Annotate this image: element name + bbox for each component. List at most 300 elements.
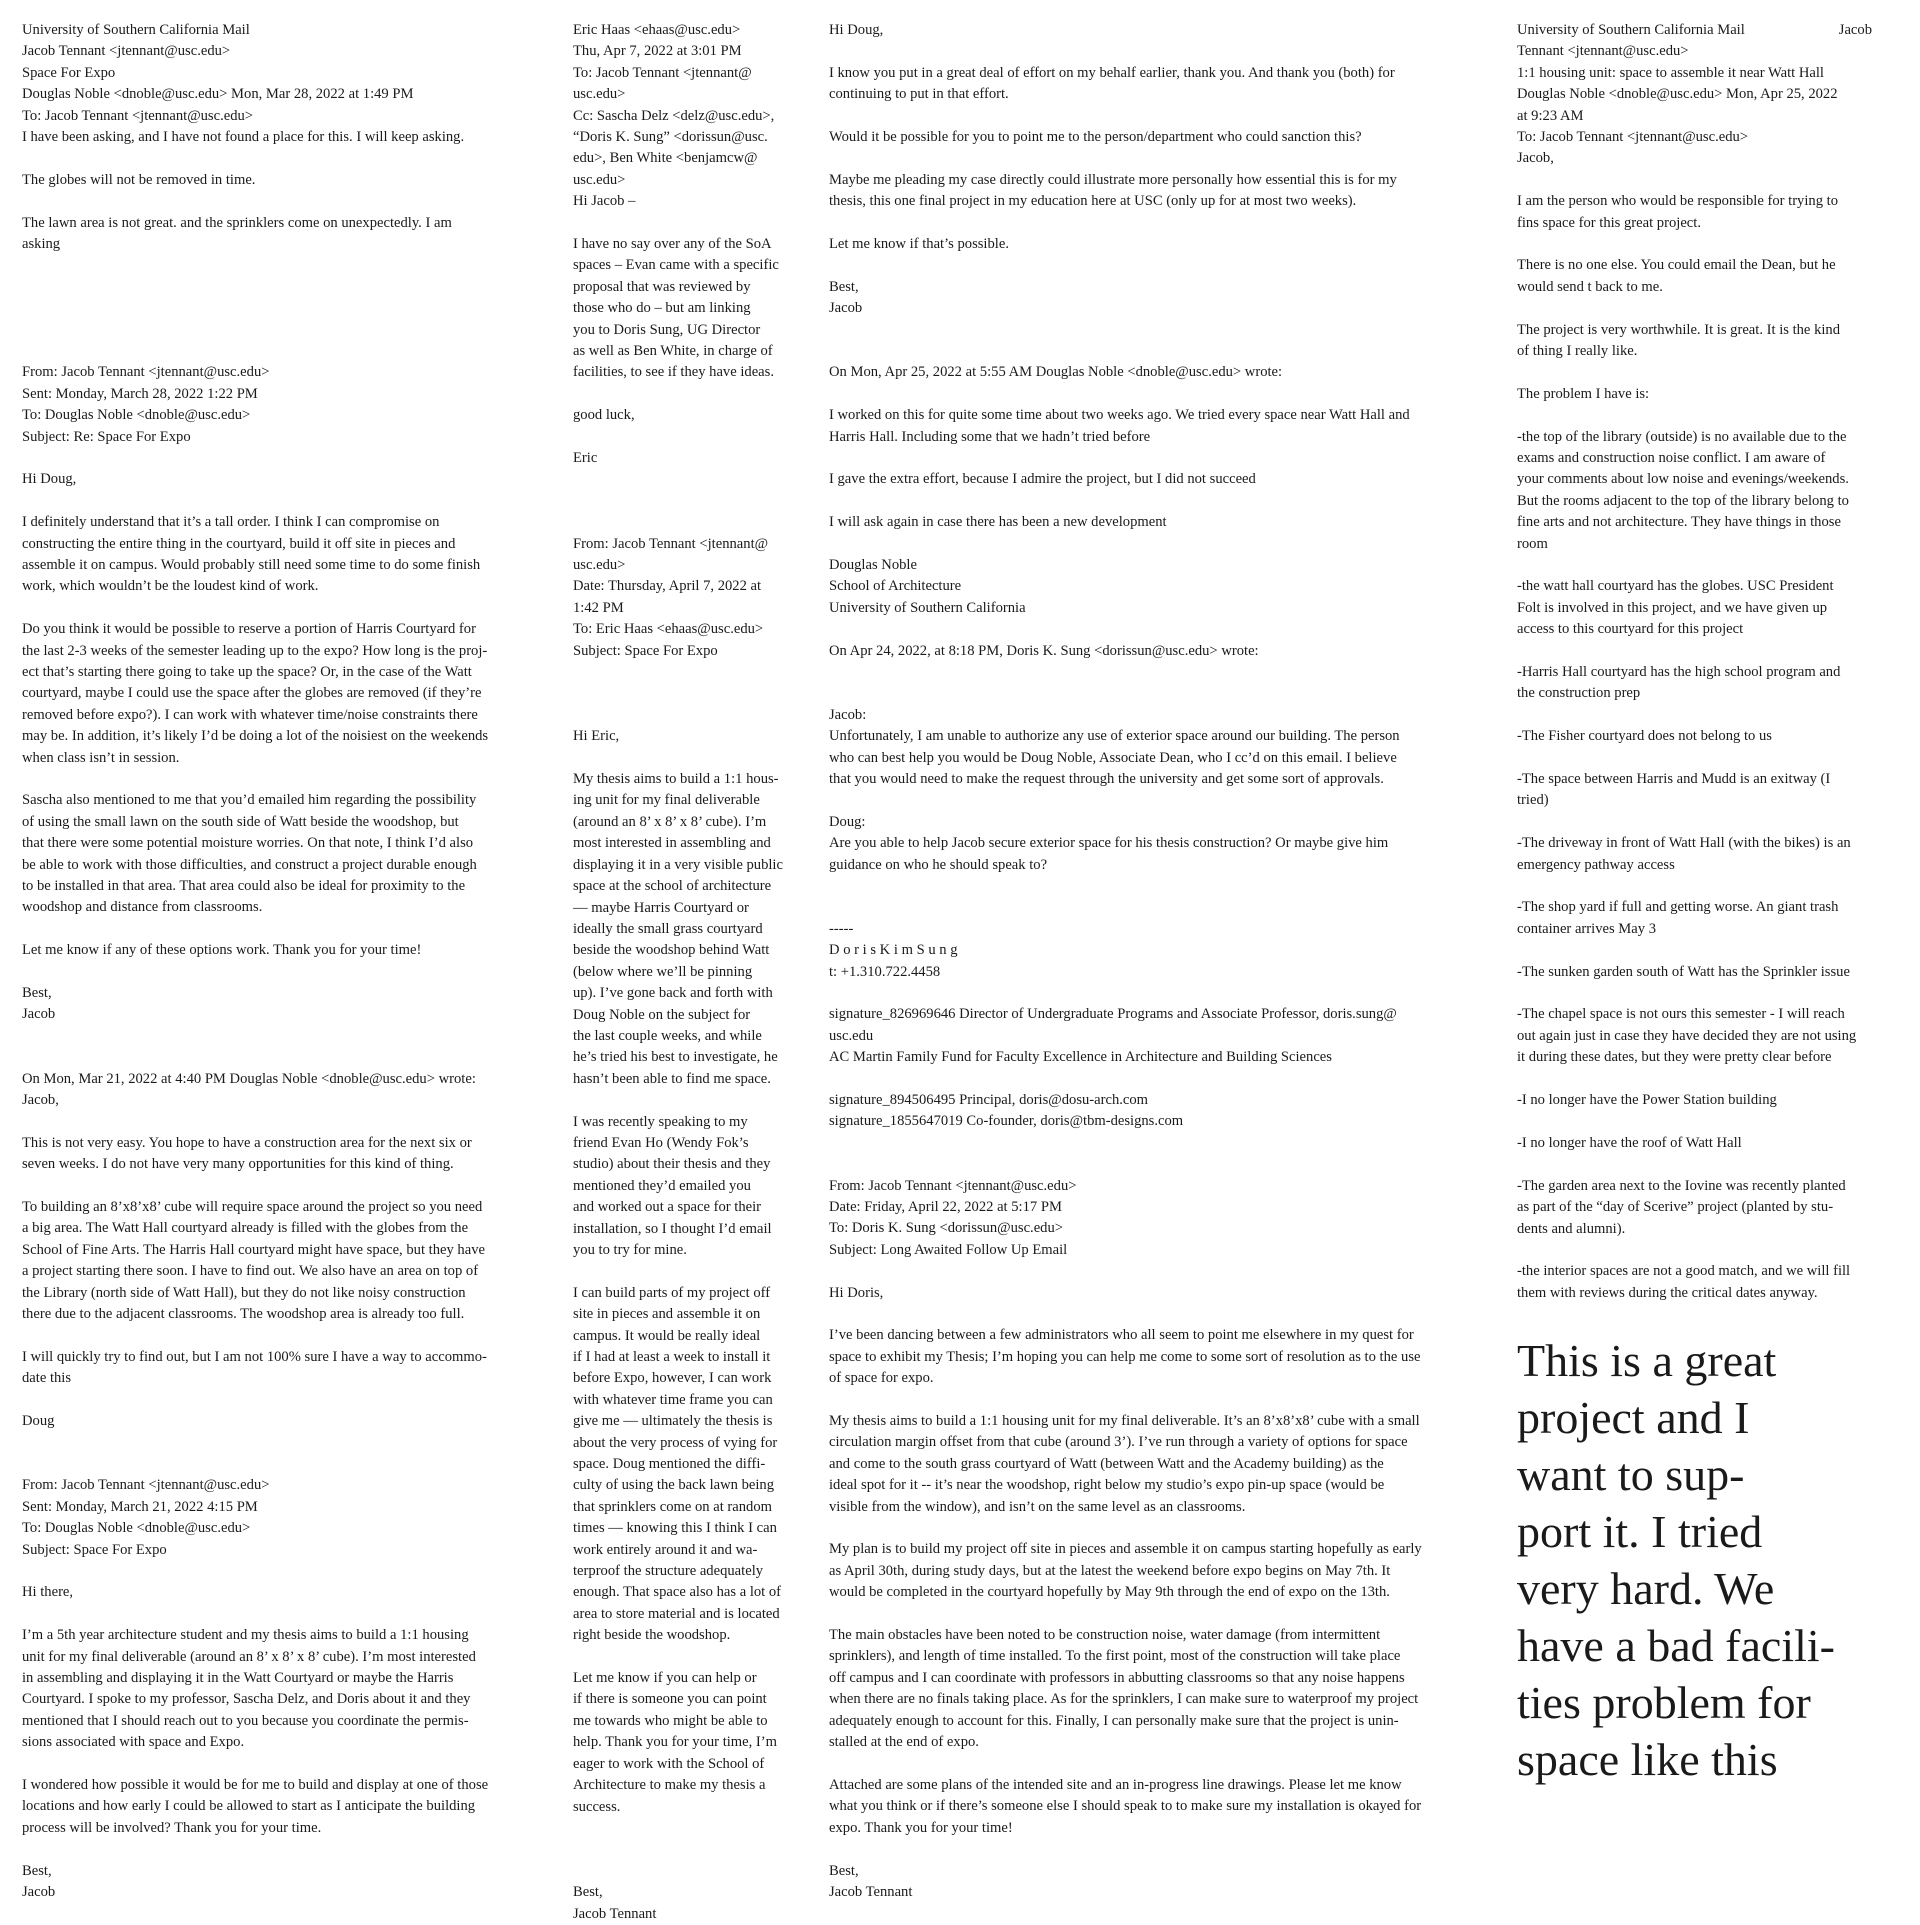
text-line: stalled at the end of expo. — [829, 1734, 979, 1751]
text-line: On Mon, Mar 21, 2022 at 4:40 PM Douglas Noble <dnoble@usc.edu> wrote: — [22, 1070, 476, 1087]
text-line: ideally the small grass courtyard — [573, 920, 763, 937]
blank-line — [1517, 362, 1902, 383]
text-line: space like this — [1517, 1734, 1778, 1786]
text-line: University of Southern California — [829, 599, 1026, 616]
blank-line — [1517, 555, 1902, 576]
email-thread-column-1 — [22, 20, 557, 1903]
text-line: I have been asking, and I have not found a place for this. I will keep asking. — [22, 129, 465, 146]
text-line: I wondered how possible it would be for me to build and display at one of those — [22, 1776, 489, 1793]
text-line: Subject: Space For Expo — [22, 1541, 167, 1558]
blank-line — [829, 683, 1499, 704]
text-line: Sent: Monday, March 28, 2022 1:22 PM — [22, 385, 258, 402]
text-line: emergency pathway access — [1517, 856, 1675, 873]
text-line: On Mon, Apr 25, 2022 at 5:55 AM Douglas Noble <dnoble@usc.edu> wrote: — [829, 364, 1283, 381]
text-line: you to try for mine. — [573, 1241, 687, 1258]
text-line: Douglas Noble <dnoble@usc.edu> Mon, Apr 25, 2022 — [1517, 86, 1838, 103]
blank-line — [573, 1647, 808, 1668]
blank-line — [829, 491, 1499, 512]
text-line: site in pieces and assemble it on — [573, 1306, 761, 1323]
text-line: Do you think it would be possible to reserve a portion of Harris Courtyard for — [22, 621, 476, 638]
blank-line — [829, 1154, 1499, 1175]
text-line: in assembling and displaying it in the Watt Courtyard or maybe the Harris — [22, 1669, 454, 1686]
text-line: t: +1.310.722.4458 — [829, 963, 941, 980]
text-line: Doug: — [829, 813, 866, 830]
text-line: want to sup- — [1517, 1449, 1745, 1501]
blank-line — [573, 1839, 808, 1860]
text-line: Douglas Noble <dnoble@usc.edu> Mon, Mar 28, 2022 at 1:49 PM — [22, 86, 414, 103]
text-line: 1:42 PM — [573, 599, 624, 616]
email-thread-column-2 — [573, 20, 808, 1925]
text-line: Folt is involved in this project, and we have given up — [1517, 599, 1828, 616]
text-line: Tennant <jtennant@usc.edu> — [1517, 43, 1689, 60]
text-line: space. Doug mentioned the diffi- — [573, 1456, 766, 1473]
text-line: fine arts and not architecture. They have things in those — [1517, 514, 1841, 531]
text-line: Space For Expo — [22, 64, 116, 81]
blank-line — [22, 1754, 557, 1775]
text-line: area to store material and is located — [573, 1605, 780, 1622]
recipient-name: Jacob — [1838, 22, 1872, 38]
blank-line — [829, 1261, 1499, 1282]
blank-line — [829, 148, 1499, 169]
text-line: I have no say over any of the SoA — [573, 236, 772, 253]
text-line: Eric Haas <ehaas@usc.edu> — [573, 22, 741, 38]
text-line: right beside the woodshop. — [573, 1627, 731, 1644]
blank-line — [1517, 748, 1902, 769]
text-line: Doug Noble on the subject for — [573, 1006, 751, 1023]
text-line: if there is someone you can point — [573, 1691, 767, 1708]
blank-line — [573, 662, 808, 683]
text-line: To: Doris K. Sung <dorissun@usc.edu> — [829, 1220, 1063, 1237]
text-line: a big area. The Watt Hall courtyard already is filled with the globes from the — [22, 1220, 469, 1237]
blank-line — [829, 320, 1499, 341]
text-line: port it. I tried — [1517, 1506, 1763, 1558]
text-line: the last couple weeks, and while — [573, 1027, 762, 1044]
text-line: be able to work with those difficulties, and construct a project durable enough — [22, 856, 477, 873]
blank-line — [829, 619, 1499, 640]
text-line: project and I — [1517, 1392, 1750, 1444]
text-line: if I had at least a week to install it — [573, 1349, 771, 1365]
blank-line — [829, 384, 1499, 405]
text-line: success. — [573, 1798, 621, 1815]
text-line: Douglas Noble — [829, 556, 917, 573]
blank-line — [22, 1026, 557, 1047]
text-line: 1:1 housing unit: space to assemble it near Watt Hall — [1517, 64, 1824, 81]
text-line: Harris Hall. Including some that we hadn’t tried before — [829, 428, 1151, 445]
blank-line — [829, 106, 1499, 127]
text-line: Unfortunately, I am unable to authorize any use of exterior space around our building. The person — [829, 728, 1400, 745]
text-line: Let me know if you can help or — [573, 1670, 757, 1687]
email-thread-column-3 — [829, 20, 1499, 1903]
blank-line — [22, 277, 557, 298]
text-line: enough. That space also has a lot of — [573, 1584, 782, 1601]
blank-line — [829, 897, 1499, 918]
text-line: Jacob: — [829, 706, 867, 723]
blank-line — [22, 491, 557, 512]
text-line: tried) — [1517, 792, 1549, 809]
text-line: woodshop and distance from classrooms. — [22, 899, 263, 916]
text-line: beside the woodshop behind Watt — [573, 942, 770, 959]
text-line: at 9:23 AM — [1517, 107, 1584, 124]
text-line: displaying it in a very visible public — [573, 856, 783, 873]
blank-line — [829, 1390, 1499, 1411]
blank-line — [1517, 812, 1902, 833]
text-line: Jacob Tennant — [829, 1883, 913, 1900]
text-line: guidance on who he should speak to? — [829, 856, 1048, 873]
text-line: Architecture to make my thesis a — [573, 1777, 766, 1794]
text-line: the Library (north side of Watt Hall), but they do not like noisy construction — [22, 1284, 466, 1301]
text-line: usc.edu — [829, 1027, 874, 1044]
text-line: -The space between Harris and Mudd is an exitway (I — [1517, 771, 1831, 788]
blank-line — [829, 1304, 1499, 1325]
blank-line — [829, 1839, 1499, 1860]
blank-line — [1517, 1112, 1902, 1133]
text-line: exams and construction noise conflict. I am aware of — [1517, 450, 1826, 467]
text-line: Best, — [22, 985, 52, 1002]
blank-line — [22, 148, 557, 169]
text-line: me towards who might be able to — [573, 1712, 768, 1729]
blank-line — [1517, 298, 1902, 319]
blank-line — [573, 1818, 808, 1839]
text-line: Eric — [573, 450, 598, 467]
blank-line — [1517, 705, 1902, 726]
text-line: Jacob, — [22, 1092, 59, 1109]
blank-line — [22, 191, 557, 212]
text-line: ----- — [829, 920, 854, 937]
blank-line — [829, 1133, 1499, 1154]
text-line: Hi Eric, — [573, 728, 620, 745]
text-line: container arrives May 3 — [1517, 920, 1656, 937]
text-line: signature_826969646 Director of Undergraduate Programs and Associate Professor, doris.sung@ — [829, 1006, 1397, 1023]
text-line: From: Jacob Tennant <jtennant@ — [573, 535, 769, 552]
blank-line — [22, 1176, 557, 1197]
email-body — [1517, 41, 1902, 1304]
text-line: eager to work with the School of — [573, 1755, 765, 1772]
text-line: Doug — [22, 1413, 55, 1430]
text-line: adequately enough to account for this. Finally, I can personally make sure that the project is unin- — [829, 1712, 1399, 1729]
text-line: From: Jacob Tennant <jtennant@usc.edu> — [22, 364, 270, 381]
text-line: Jacob, — [1517, 150, 1554, 167]
blank-line — [829, 662, 1499, 683]
blank-line — [573, 213, 808, 234]
text-line: D o r i s K i m S u n g — [829, 942, 958, 959]
blank-line — [22, 1047, 557, 1068]
blank-line — [829, 876, 1499, 897]
blank-line — [22, 769, 557, 790]
blank-line — [22, 1390, 557, 1411]
text-line: when there are no finals taking place. As for the sprinklers, I can make sure to waterproof my project — [829, 1691, 1419, 1708]
text-line: Hi there, — [22, 1584, 74, 1601]
text-line: campus. It would be really ideal — [573, 1327, 761, 1344]
text-line: Date: Thursday, April 7, 2022 at — [573, 578, 762, 595]
text-line: out again just in case they have decided they are not using — [1517, 1027, 1857, 1044]
text-line: and worked out a space for their — [573, 1199, 762, 1216]
blank-line — [1517, 983, 1902, 1004]
blank-line — [22, 598, 557, 619]
text-line: Best, — [829, 1862, 859, 1879]
blank-line — [573, 748, 808, 769]
text-line: -I no longer have the Power Station building — [1517, 1092, 1777, 1109]
text-line: up). I’ve gone back and forth with — [573, 985, 773, 1002]
text-line: Subject: Space For Expo — [573, 642, 718, 659]
text-line: My thesis aims to build a 1:1 housing unit for my final deliverable. It’s an 8’x8’x8’ cube with a small — [829, 1413, 1420, 1430]
text-line: Hi Jacob – — [573, 193, 636, 210]
text-line: that there were some potential moisture worries. On that note, I think I’d also — [22, 835, 474, 852]
text-line: that sprinklers come on at random — [573, 1498, 772, 1515]
text-line: as well as Ben White, in charge of — [573, 343, 773, 360]
blank-line — [573, 1090, 808, 1111]
text-line: he’s tried his best to investigate, he — [573, 1049, 778, 1066]
text-line: I’m a 5th year architecture student and my thesis aims to build a 1:1 housing — [22, 1627, 469, 1644]
blank-line — [22, 448, 557, 469]
text-line: Jacob — [22, 1006, 56, 1023]
text-line: hasn’t been able to find me space. — [573, 1070, 771, 1087]
text-line: usc.edu> — [573, 86, 626, 103]
text-line: The problem I have is: — [1517, 385, 1650, 402]
text-line: edu>, Ben White <benjamcw@ — [573, 150, 758, 167]
text-line: To: Eric Haas <ehaas@usc.edu> — [573, 621, 764, 638]
blank-line — [573, 491, 808, 512]
blank-line — [573, 469, 808, 490]
text-line: ing unit for my final deliverable — [573, 792, 760, 809]
blank-line — [829, 341, 1499, 362]
text-line: studio) about their thesis and they — [573, 1156, 771, 1173]
blank-line — [22, 962, 557, 983]
blank-line — [1517, 1154, 1902, 1175]
mail-title: University of Southern California Mail — [1517, 22, 1745, 38]
text-line: date this — [22, 1370, 72, 1387]
text-line: School of Architecture — [829, 578, 962, 595]
blank-line — [829, 41, 1499, 62]
text-line: give me — ultimately the thesis is — [573, 1413, 773, 1430]
blank-line — [829, 1518, 1499, 1539]
text-line: Jacob Tennant <jtennant@usc.edu> — [22, 43, 231, 60]
blank-line — [22, 1454, 557, 1475]
blank-line — [829, 1754, 1499, 1775]
text-line: My plan is to build my project off site in pieces and assemble it on campus starting hopefully as early — [829, 1541, 1422, 1558]
text-line: Would it be possible for you to point me to the person/department who could sanction this? — [829, 129, 1362, 145]
text-line: I know you put in a great deal of effort on my behalf earlier, thank you. And thank you (both) for — [829, 64, 1395, 81]
text-line: To: Jacob Tennant <jtennant@usc.edu> — [1517, 129, 1749, 146]
text-line: would be completed in the courtyard hopefully by May 9th through the end of expo on the 13th. — [829, 1584, 1390, 1601]
text-line: good luck, — [573, 407, 635, 424]
text-line: I worked on this for quite some time about two weeks ago. We tried every space near Watt Hall and — [829, 407, 1410, 424]
text-line: Hi Doris, — [829, 1284, 884, 1301]
text-line: mentioned that I should reach out to you because you coordinate the permis- — [22, 1712, 469, 1729]
email-thread-column-4 — [1517, 20, 1902, 1788]
text-line: Jacob — [22, 1883, 56, 1900]
text-line: sions associated with space and Expo. — [22, 1734, 245, 1751]
text-line: Subject: Long Awaited Follow Up Email — [829, 1241, 1068, 1258]
blank-line — [1517, 641, 1902, 662]
text-line: expo. Thank you for your time! — [829, 1819, 1013, 1836]
mail-header-row — [1517, 20, 1902, 41]
text-line: I was recently speaking to my — [573, 1113, 748, 1130]
text-line: proposal that was reviewed by — [573, 278, 751, 295]
text-line: those who do – but am linking — [573, 300, 751, 317]
text-line: may be. In addition, it’s likely I’d be doing a lot of the noisiest on the weekends — [22, 728, 489, 745]
text-line: -the interior spaces are not a good match, and we will fill — [1517, 1263, 1851, 1280]
text-line: off campus and I can coordinate with professors in abbutting classrooms so that any noise happens — [829, 1669, 1405, 1686]
text-line: constructing the entire thing in the courtyard, build it off site in pieces and — [22, 535, 456, 552]
text-line: that you would need to make the request through the university and get some sort of approvals. — [829, 771, 1384, 787]
text-line: Subject: Re: Space For Expo — [22, 428, 191, 445]
text-line: Sent: Monday, March 21, 2022 4:15 PM — [22, 1498, 258, 1515]
text-line: Courtyard. I spoke to my professor, Sascha Delz, and Doris about it and they — [22, 1691, 471, 1708]
text-line: locations and how early I could be allowed to start as I anticipate the building — [22, 1798, 476, 1815]
text-line: Are you able to help Jacob secure exterior space for his thesis construction? Or maybe give him — [829, 835, 1389, 852]
text-line: Let me know if that’s possible. — [829, 236, 1009, 252]
text-line: signature_1855647019 Co-founder, doris@tbm-designs.com — [829, 1113, 1184, 1130]
blank-line — [22, 341, 557, 362]
text-line: -Harris Hall courtyard has the high school program and — [1517, 664, 1841, 681]
text-line: process will be involved? Thank you for your time. — [22, 1819, 322, 1836]
text-line: to be installed in that area. That area could also be ideal for proximity to the — [22, 878, 466, 895]
blank-line — [829, 213, 1499, 234]
blank-line — [22, 255, 557, 276]
text-line: the last 2-3 weeks of the semester leading up to the expo? How long is the proj- — [22, 642, 488, 659]
text-line: there due to the adjacent classrooms. The woodshop area is already too full. — [22, 1306, 465, 1323]
text-line: access to this courtyard for this project — [1517, 621, 1744, 638]
text-line: visible from the window), and isn’t on the same level as an classrooms. — [829, 1498, 1246, 1515]
blank-line — [573, 1261, 808, 1282]
text-line: -The shop yard if full and getting worse. An giant trash — [1517, 899, 1839, 916]
text-line: This is not very easy. You hope to have a construction area for the next six or — [22, 1134, 472, 1151]
text-line: Hi Doug, — [829, 22, 884, 38]
blank-line — [22, 1561, 557, 1582]
text-line: when class isn’t in session. — [22, 749, 180, 766]
text-line: Date: Friday, April 22, 2022 at 5:17 PM — [829, 1199, 1062, 1216]
text-line: Sascha also mentioned to me that you’d emailed him regarding the possibility — [22, 792, 477, 809]
text-line: ideal spot for it -- it’s near the woodshop, right below my studio’s expo pin-up space (would be — [829, 1477, 1385, 1494]
blank-line — [829, 790, 1499, 811]
text-line: This is a great — [1517, 1335, 1777, 1387]
pull-quote — [1517, 1332, 1902, 1788]
text-line: -the watt hall courtyard has the globes. USC President — [1517, 578, 1834, 595]
blank-line — [1517, 1240, 1902, 1261]
blank-line — [22, 1433, 557, 1454]
text-line: assemble it on campus. Would probably still need some time to do some finish — [22, 557, 481, 574]
text-line: space at the school of architecture — [573, 878, 772, 895]
text-line: I can build parts of my project off — [573, 1284, 771, 1301]
text-line: removed before expo?). I can work with whatever time/noise constraints there — [22, 706, 478, 723]
text-line: “Doris K. Sung” <dorissun@usc. — [573, 129, 768, 146]
text-line: The lawn area is not great. and the sprinklers come on unexpectedly. I am — [22, 214, 452, 231]
blank-line — [573, 683, 808, 704]
text-line: of using the small lawn on the south side of Watt beside the woodshop, but — [22, 813, 459, 830]
text-line: a project starting there soon. I have to find out. We also have an area on top of — [22, 1263, 479, 1280]
text-line: very hard. We — [1517, 1563, 1775, 1615]
text-line: Let me know if any of these options work. Thank you for your time! — [22, 942, 422, 959]
text-line: room — [1517, 535, 1548, 552]
text-line: culty of using the back lawn being — [573, 1477, 775, 1494]
text-line: ect that’s starting there going to take up the space? Or, in the case of the Watt — [22, 664, 472, 681]
text-line: and come to the south grass courtyard of Watt (between Watt and the Academy building) as the — [829, 1455, 1384, 1472]
text-line: My thesis aims to build a 1:1 hous- — [573, 771, 779, 788]
blank-line — [573, 705, 808, 726]
text-line: The globes will not be removed in time. — [22, 171, 256, 188]
text-line: I gave the extra effort, because I admire the project, but I did not succeed — [829, 471, 1256, 488]
text-line: space to exhibit my Thesis; I’m hoping you can help me come to some sort of resolution as to the use — [829, 1348, 1421, 1365]
text-line: with whatever time frame you can — [573, 1391, 773, 1408]
text-line: Jacob — [829, 300, 863, 317]
text-line: To: Jacob Tennant <jtennant@usc.edu> — [22, 107, 254, 124]
text-line: Attached are some plans of the intended site and an in-progress line drawings. Please let me know — [829, 1776, 1402, 1793]
text-line: as part of the “day of Scerive” project (planted by stu- — [1517, 1199, 1834, 1216]
text-line: I will ask again in case there has been a new development — [829, 514, 1167, 531]
blank-line — [1517, 940, 1902, 961]
blank-line — [1517, 234, 1902, 255]
blank-line — [22, 1604, 557, 1625]
text-line: facilities, to see if they have ideas. — [573, 364, 774, 381]
text-line: before Expo, however, I can work — [573, 1370, 772, 1387]
text-line: School of Fine Arts. The Harris Hall courtyard might have space, but they have — [22, 1241, 485, 1258]
text-line: There is no one else. You could email the Dean, but he — [1517, 257, 1836, 274]
text-line: Maybe me pleading my case directly could illustrate more personally how essential this is for my — [829, 171, 1397, 188]
text-line: Thu, Apr 7, 2022 at 3:01 PM — [573, 43, 742, 60]
text-line: circulation margin offset from that cube (around 3’). I’ve run through a variety of options for space — [829, 1434, 1408, 1451]
text-line: From: Jacob Tennant <jtennant@usc.edu> — [829, 1177, 1077, 1194]
text-line: On Apr 24, 2022, at 8:18 PM, Doris K. Sung <dorissun@usc.edu> wrote: — [829, 642, 1259, 659]
blank-line — [1517, 405, 1902, 426]
blank-line — [829, 534, 1499, 555]
text-line: I definitely understand that it’s a tall order. I think I can compromise on — [22, 514, 440, 531]
text-line: To building an 8’x8’x8’ cube will require space around the project so you need — [22, 1199, 483, 1216]
blank-line — [829, 255, 1499, 276]
text-line: of thing I really like. — [1517, 343, 1638, 360]
text-line: AC Martin Family Fund for Faculty Excellence in Architecture and Building Sciences — [829, 1049, 1332, 1066]
text-line: -The sunken garden south of Watt has the Sprinkler issue — [1517, 963, 1850, 980]
text-line: -I no longer have the roof of Watt Hall — [1517, 1134, 1742, 1151]
text-line: what you think or if there’s someone else I should speak to to make sure my installation is okayed for — [829, 1798, 1422, 1815]
text-line: From: Jacob Tennant <jtennant@usc.edu> — [22, 1477, 270, 1494]
text-line: would send t back to me. — [1517, 278, 1663, 295]
text-line: who can best help you would be Doug Noble, Associate Dean, who I cc’d on this email. I believe — [829, 749, 1397, 766]
blank-line — [22, 1839, 557, 1860]
text-line: your comments about low noise and evenings/weekends. — [1517, 471, 1849, 488]
text-line: work, which wouldn’t be the loudest kind of work. — [22, 578, 319, 595]
text-line: Cc: Sascha Delz <delz@usc.edu>, — [573, 107, 775, 124]
text-line: I’ve been dancing between a few administrators who all seem to point me elsewhere in my quest for — [829, 1327, 1414, 1344]
text-line: The main obstacles have been noted to be construction noise, water damage (from intermittent — [829, 1627, 1381, 1644]
text-line: dents and alumni). — [1517, 1220, 1626, 1237]
blank-line — [573, 1861, 808, 1882]
blank-line — [829, 1604, 1499, 1625]
text-line: unit for my final deliverable (around an 8’ x 8’ x 8’ cube). I’m most interested — [22, 1648, 476, 1665]
text-line: them with reviews during the critical dates anyway. — [1517, 1284, 1818, 1301]
blank-line — [829, 983, 1499, 1004]
text-line: about the very process of vying for — [573, 1434, 778, 1451]
text-line: the construction prep — [1517, 685, 1641, 702]
text-line: help. Thank you for your time, I’m — [573, 1734, 777, 1751]
text-line: signature_894506495 Principal, doris@dosu-arch.com — [829, 1092, 1149, 1109]
text-line: most interested in assembling and — [573, 835, 771, 852]
text-line: I will quickly try to find out, but I am not 100% sure I have a way to accommo- — [22, 1348, 487, 1365]
text-line: spaces – Evan came with a specific — [573, 257, 779, 274]
text-line: The project is very worthwhile. It is great. It is the kind — [1517, 321, 1841, 338]
text-line: continuing to put in that effort. — [829, 86, 1009, 103]
blank-line — [829, 1069, 1499, 1090]
text-line: work entirely around it and wa- — [573, 1541, 758, 1558]
text-line: terproof the structure adequately — [573, 1563, 764, 1580]
text-line: usc.edu> — [573, 557, 626, 574]
text-line: friend Evan Ho (Wendy Fok’s — [573, 1134, 749, 1151]
text-line: Best, — [22, 1862, 52, 1879]
text-line: fins space for this great project. — [1517, 214, 1701, 231]
blank-line — [22, 919, 557, 940]
text-line: sprinklers), and length of time installed. To the first point, most of the construction will take place — [829, 1648, 1401, 1665]
text-line: Best, — [829, 278, 859, 295]
text-line: University of Southern California Mail — [22, 22, 250, 38]
